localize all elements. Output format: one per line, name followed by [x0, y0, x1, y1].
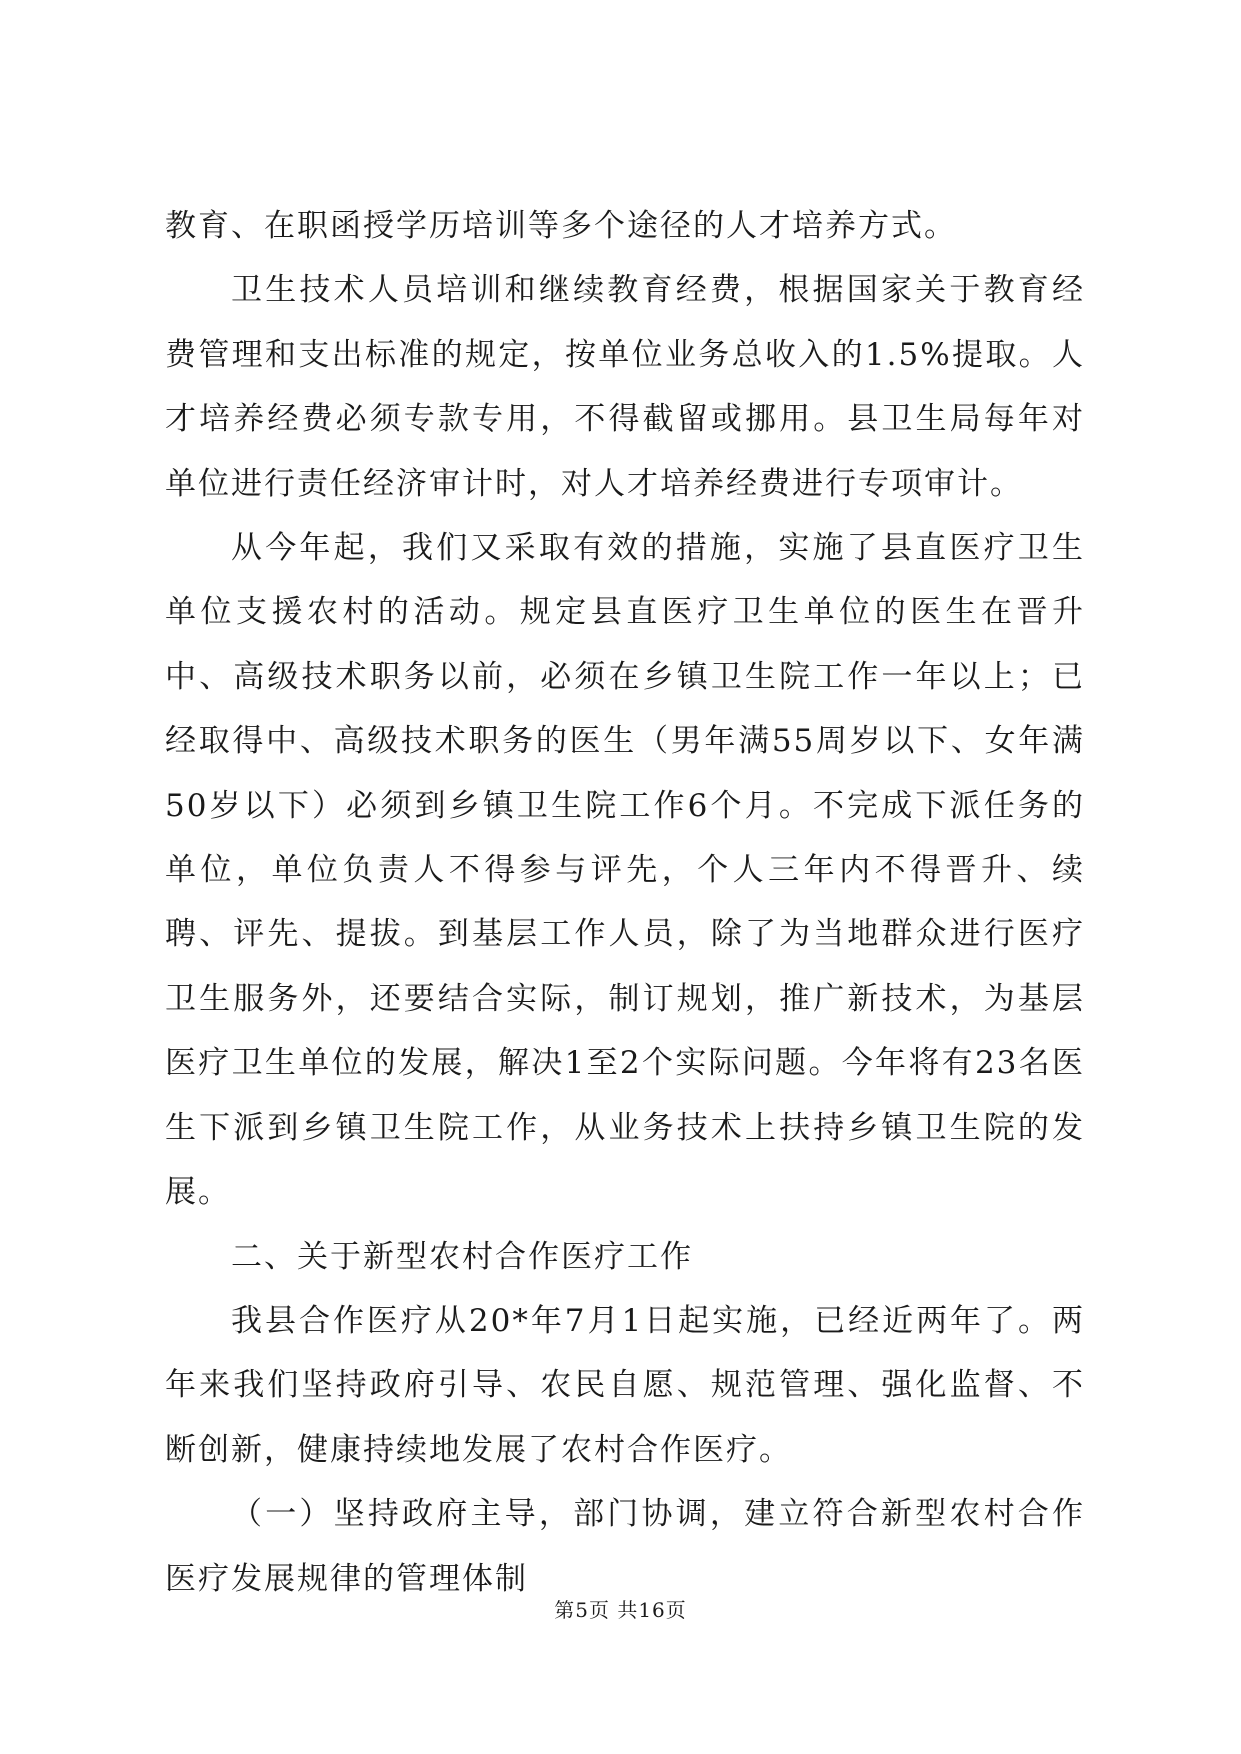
subsection-heading-1: （一）坚持政府主导，部门协调，建立符合新型农村合作医疗发展规律的管理体制 [165, 1496, 1085, 1597]
document-body [165, 194, 1085, 1611]
paragraph-3: 从今年起，我们又采取有效的措施，实施了县直医疗卫生单位支援农村的活动。规定县直医疗卫生单位的医生在晋升中、高级技术职务以前，必须在乡镇卫生院工作一年以上；已经取得中、高级技术职务的医生（男年满55周岁以下、女年满50岁以下）必须到乡镇卫生院工作6个月。不完成下派任务的单位，单位负责人不得参与评先，个人三年内不得晋升、续聘、评先、提拔。到基层工作人员，除了为当地群众进行医疗卫生服务外，还要结合实际，制订规划，推广新技术，为基层医疗卫生单位的发展，解决1至2个实际问题。今年将有23名医生下派到乡镇卫生院工作，从业务技术上扶持乡镇卫生院的发展。 [165, 530, 1085, 1211]
paragraph-5: 我县合作医疗从20*年7月1日起实施，已经近两年了。两年来我们坚持政府引导、农民自愿、规范管理、强化监督、不断创新，健康持续地发展了农村合作医疗。 [165, 1302, 1085, 1468]
paragraph-2: 卫生技术人员培训和继续教育经费，根据国家关于教育经费管理和支出标准的规定，按单位业务总收入的1.5%提取。人才培养经费必须专款专用，不得截留或挪用。县卫生局每年对单位进行责任经济审计时，对人才培养经费进行专项审计。 [165, 272, 1085, 502]
paragraph-1: 教育、在职函授学历培训等多个途径的人才培养方式。 [165, 208, 957, 244]
section-heading-2: 二、关于新型农村合作医疗工作 [231, 1238, 693, 1275]
page-number-footer: 第5页 共16页 [554, 1598, 687, 1622]
